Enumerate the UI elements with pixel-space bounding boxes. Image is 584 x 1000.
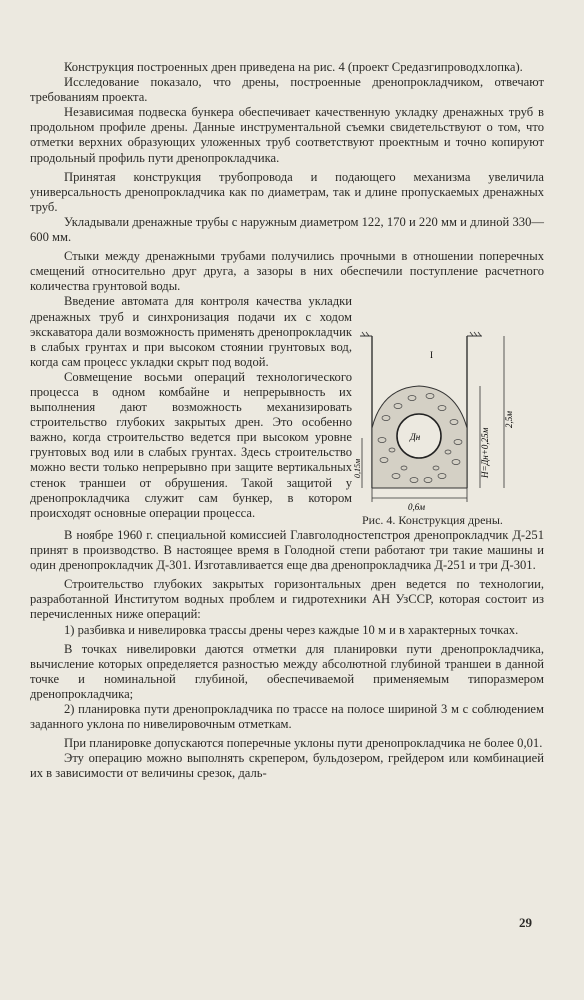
- paragraph-8: Строительство глубоких закрытых горизонтальных дрен ведется по технологии, разработанной Институтом водных проблем и гидротехники АН УзССР, которая состоит из перечисленных ниже операций:: [30, 577, 544, 622]
- depth-label: 2,5м: [504, 411, 514, 428]
- paragraph-3: Независимая подвеска бункера обеспечивает качественную укладку дренажных труб в продольном профиле дрены. Данные инструментальной съемки свидетельствуют о том, что отметки верхних образующих уложенных труб соответствуют проектным и точно копируют продольный профиль пути дренопрокладчика.: [30, 105, 544, 165]
- paragraph-10: При планировке допускаются поперечные уклоны пути дренопрокладчика не более 0,01.: [64, 736, 543, 751]
- figure-caption: Рис. 4. Конструкция дрены.: [362, 513, 503, 527]
- ground-hatch: [362, 332, 481, 336]
- paragraph-6: Стыки между дренажными трубами получились прочными в отношении поперечных смещений относительно друг друга, а зазоры в них обеспечили поступление расчетного количества грунтовой воды.: [30, 249, 544, 294]
- paragraph-4: Принятая конструкция трубопровода и подающего механизма увеличила универсальность дренопрокладчика как по диаметрам, так и длине пропускаемых дренажных труб.: [30, 169, 544, 214]
- pipe-label: Дн: [410, 432, 421, 442]
- height-label: H=Дн+0,25м: [480, 427, 490, 478]
- list-item-1: 1) разбивка и нивелировка трассы дрены через каждые 10 м и в характерных точках.: [64, 622, 519, 637]
- drain-diagram: [352, 328, 542, 518]
- paragraph-1: Конструкция построенных дрен приведена на рис. 4 (проект Средазгипроводхлопка).: [64, 60, 523, 74]
- width-label: 0,6м: [408, 502, 425, 512]
- paragraph-11: Эту операцию можно выполнять скрепером, бульдозером, грейдером или комбинацией их в зависимости от величины срезок, даль-: [30, 751, 544, 781]
- fill-label: I: [430, 350, 433, 360]
- paragraph-7: В ноябре 1960 г. специальной комиссией Главголодностепстроя дренопрокладчик Д-251 принят в производство. В настоящее время в Голодной степи работают три такие машины и один дренопрокладчик Д-301. Изготавливается еще два дренопрокладчика Д-251 и три Д-301.: [30, 528, 544, 573]
- drain-figure: [352, 328, 542, 538]
- list-item-2: 2) планировка пути дренопрокладчика по трассе на полосе шириной 3 м с соблюдением заданного уклона по нивелировочным отметкам.: [30, 702, 544, 732]
- paragraph-wrap-2: Совмещение восьми операций технологического процесса в одном комбайне и непрерывность их выполнения дают возможность механизировать строительство глубоких закрытых дрен. Это особенно важно, когда строительство ведется при высоком уровне грунтовых вод или в слабых грунтах. Здесь строительство можно вести только непрерывно при защите вертикальных стенок траншеи от обрушения. Такой защитой у дренопрокладчика служит сам бункер, в котором происходят основные операции процесса.: [30, 369, 352, 520]
- body-text-continued: [30, 528, 544, 782]
- page-number: 29: [519, 915, 532, 930]
- paragraph-2: Исследование показало, что дрены, построенные дренопрокладчиком, отвечают требованиям проекта.: [30, 75, 544, 105]
- paragraph-5: Укладывали дренажные трубы с наружным диаметром 122, 170 и 220 мм и длиной 330—600 мм.: [30, 214, 544, 245]
- side-label: 0,15м: [353, 458, 362, 478]
- paragraph-9: В точках нивелировки даются отметки для планировки пути дренопрокладчика, вычисление которых определяется разностью между абсолютной глубиной траншеи в данной точке и номинальной глубиной, обеспечиваемой применяемым типоразмером дренопрокладчика;: [30, 641, 544, 701]
- paragraph-wrap-1: Введение автомата для контроля качества укладки дренажных труб и синхронизация подачи их с ходом экскаватора дали возможность применять дренопрокладчик в слабых грунтах и при высоком стоянии грунтовых вод, когда сам процесс укладки скрыт под водой.: [30, 294, 352, 369]
